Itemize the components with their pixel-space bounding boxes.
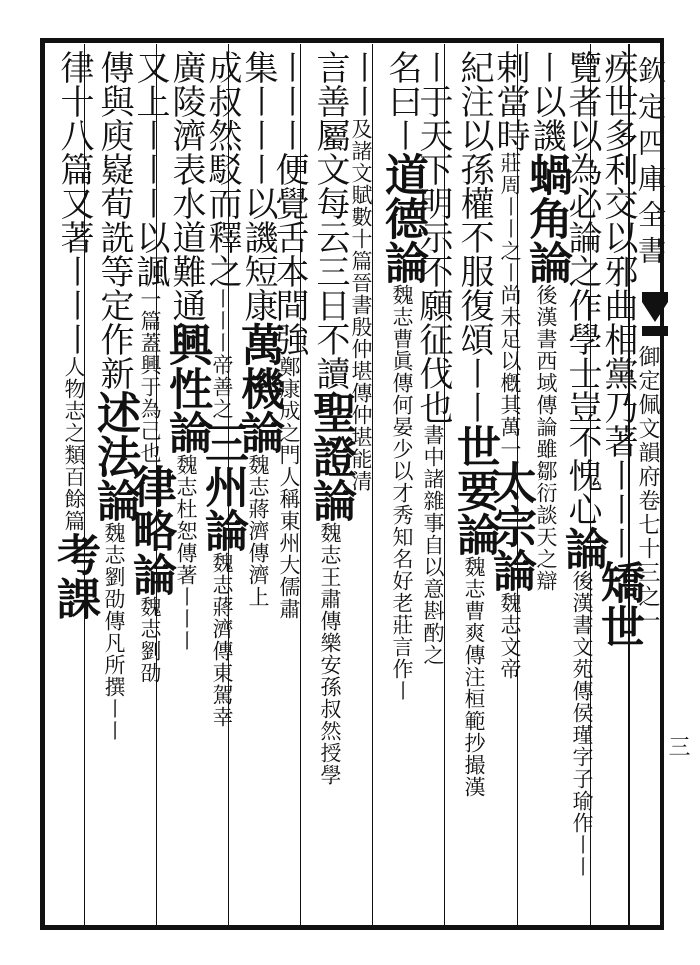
main-text: 律十八篇又著〡〡〡 bbox=[54, 50, 94, 356]
main-text: 傳與庾嶷荀詵等定作新 bbox=[94, 50, 134, 390]
frame-top-rule bbox=[40, 38, 662, 43]
headword: 萬機論 bbox=[233, 322, 284, 454]
main-text: 言善屬文每云三日不讀 bbox=[310, 50, 350, 390]
annotation-text: 人物志之類百餘篇 bbox=[62, 356, 86, 532]
headword: 太宗論 bbox=[485, 460, 536, 592]
text-column-5 bbox=[449, 50, 500, 798]
annotation-text: 魏志文帝 bbox=[498, 592, 522, 680]
main-text: 疾世多利交以邪曲相黨乃著〡〡〡 bbox=[598, 50, 638, 560]
headword: 世要論 bbox=[449, 424, 500, 556]
headword: 述法論 bbox=[89, 390, 140, 522]
headword: 蝸角論 bbox=[521, 152, 572, 284]
headword: 興性論 bbox=[161, 322, 212, 454]
annotation-text: 魏志劉劭傳凡所撰〡〡 bbox=[102, 522, 126, 742]
fishtail-mark-icon bbox=[642, 292, 668, 336]
headword: 律略論 bbox=[125, 464, 176, 596]
main-text: 廣陵濟表水道難通 bbox=[166, 50, 206, 322]
annotation-text: 魏志曹眞傳何晏少以才秀知名好老莊言作〡 bbox=[390, 284, 414, 702]
headword: 道德論 bbox=[377, 152, 428, 284]
page-number: 三 bbox=[665, 735, 690, 757]
frame-bottom-rule bbox=[40, 925, 662, 930]
annotation-text: 後漢書西域傳論雖鄒衍談天之辯 bbox=[534, 284, 558, 592]
volume-label: 御定佩文韻府卷七十三之一 bbox=[635, 345, 660, 633]
main-text: 又上〡〡〡以諷 bbox=[130, 50, 170, 288]
text-column-15 bbox=[89, 50, 140, 742]
annotation-text: 魏志曹爽傳注桓範抄撮漢 bbox=[462, 556, 486, 798]
main-text: 〡〡〡便覺舌本間強 bbox=[269, 50, 309, 356]
main-text: 〡以譏 bbox=[526, 50, 566, 152]
annotation-text: 書中諸雜事自以意斟酌之 bbox=[421, 424, 445, 666]
main-text: 成叔然駁而釋之 bbox=[202, 50, 242, 288]
main-text: 剌當時 bbox=[490, 50, 530, 152]
annotation-text: 鄭康成之門人稱東州大儒肅 bbox=[277, 356, 301, 620]
annotation-text: 魏志蔣濟傳濟上 bbox=[246, 454, 270, 608]
annotation-text: 魏志劉劭 bbox=[138, 596, 162, 684]
annotation-text: 魏志王肅傳樂安孫叔然授學 bbox=[318, 522, 342, 786]
main-text: 紀注以孫權不服復頌〡〡 bbox=[454, 50, 494, 424]
text-column-9 bbox=[305, 50, 356, 786]
text-column-16 bbox=[49, 50, 100, 620]
main-text: 集〡〡〡以譏短康 bbox=[238, 50, 278, 322]
headword: 聖證論 bbox=[305, 390, 356, 522]
main-text: 覽者以為必論之作學士豈不愧心 bbox=[562, 50, 602, 526]
main-text: 名曰〡 bbox=[382, 50, 422, 152]
annotation-text: 魏志杜恕傳著〡〡〡 bbox=[174, 454, 198, 652]
collection-title: 欽定四庫全書 bbox=[634, 56, 667, 272]
frame-left-rule bbox=[40, 38, 45, 930]
main-text: 〡于天下明示不願征伐也 bbox=[413, 50, 453, 424]
annotation-text: 及諸文賦數十篇晉書殷仲堪傳仲堪能清 bbox=[349, 118, 373, 492]
headword: 論 bbox=[557, 526, 608, 570]
headword: 矯世 bbox=[593, 560, 644, 648]
annotation-text: 一篇蓋興于為己也 bbox=[138, 288, 162, 464]
headword: 三州論 bbox=[197, 420, 248, 552]
headword: 考課 bbox=[49, 532, 100, 620]
annotation-text: 莊周〡〡之〡尚未足以槪其萬一 bbox=[498, 152, 522, 460]
annotation-text: 後漢書文苑傳侯瑾字子瑜作〡〡 bbox=[570, 570, 594, 878]
main-text: 〡〡 bbox=[341, 50, 381, 118]
annotation-text: 魏志蔣濟傳東駕幸 bbox=[210, 552, 234, 728]
text-column-7 bbox=[377, 50, 428, 702]
annotation-text: 〡〡〡帝善之 bbox=[210, 288, 234, 420]
